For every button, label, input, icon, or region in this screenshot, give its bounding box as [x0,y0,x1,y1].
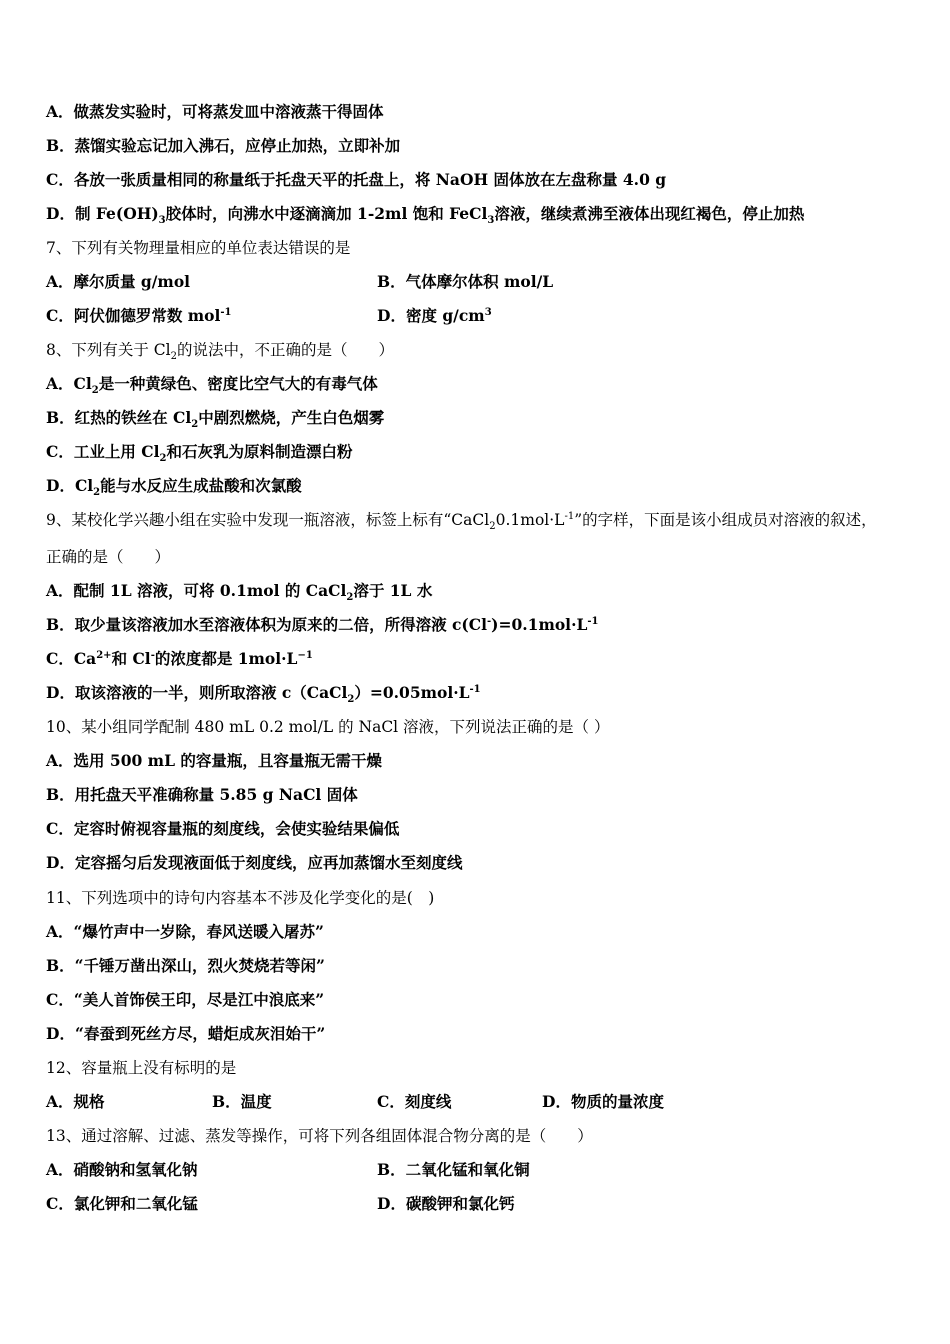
q7-option-a: A．摩尔质量 g/mol [46,272,191,291]
q12-option-a: A．规格 [46,1092,105,1111]
q6-option-a: A．做蒸发实验时，可将蒸发皿中溶液蒸干得固体 [46,102,384,121]
q13-option-c: C．氯化钾和二氧化锰 [46,1194,198,1213]
q12-option-c: C．刻度线 [377,1092,452,1111]
q11-option-d: D．“春蚕到死丝方尽，蜡炬成灰泪始干” [46,1024,326,1043]
q10-option-a: A．选用 500 mL 的容量瓶，且容量瓶无需干燥 [46,751,382,770]
q10-option-d: D．定容摇匀后发现液面低于刻度线，应再加蒸馏水至刻度线 [46,853,463,872]
q12-option-b: B．温度 [212,1092,272,1111]
q6-option-d: D．制 $Fe(OH)_3$胶体时，向沸水中逐滴滴加 1-2ml 饱和 FeCl$_3$溶液，继续煮沸至液体出现红褐色，停止加热 [46,204,805,227]
q10-option-c: C．定容时俯视容量瓶的刻度线，会使实验结果偏低 [46,819,400,838]
q13-option-d: D．碳酸钾和氯化钙 [377,1194,515,1213]
q12-option-d: D．物质的量浓度 [542,1092,664,1111]
q8-option-a: A．$Cl_2$是一种黄绿色、密度比空气大的有毒气体 [46,374,378,397]
q11-stem: 11、下列选项中的诗句内容基本不涉及化学变化的是( ) [46,889,435,907]
q10-stem: 10、某小组同学配制 480 mL 0.2 mol/L 的 NaCl 溶液，下列说法正确的是（ ） [46,718,610,736]
q13-stem: 13、通过溶解、过滤、蒸发等操作，可将下列各组固体混合物分离的是（ ） [46,1127,593,1145]
q11-option-b: B．“千锤万凿出深山，烈火焚烧若等闲” [46,956,325,975]
q7-stem: 7、下列有关物理量相应的单位表达错误的是 [46,239,351,257]
q8-stem: 8、下列有关于 $Cl_2$的说法中，不正确的是（ ） [46,341,394,363]
q6-option-b: B．蒸馏实验忘记加入沸石，应停止加热，立即补加 [46,136,401,155]
q7-option-c: C．阿伏伽德罗常数 mol$^{-1}$ [46,306,232,325]
q7-option-b: B．气体摩尔体积 mol/L [377,272,554,291]
q8-option-c: C．工业上用 $Cl_2$和石灰乳为原料制造漂白粉 [46,442,353,465]
q8-option-d: D．$Cl_2$能与水反应生成盐酸和次氯酸 [46,476,302,499]
q13-option-a: A．硝酸钠和氢氧化钠 [46,1160,198,1179]
q9-option-a: A．配制 1L 溶液，可将 0.1mol 的 CaCl$_2$溶于 1L 水 [46,581,433,604]
q9-stem: 9、某校化学兴趣小组在实验中发现一瓶溶液，标签上标有“$CaCl_20.1mol\cdot L^{-1}$”的字样，下面是该小组成员对溶液的叙述， [46,510,877,533]
q13-option-b: B．二氧化锰和氧化铜 [377,1160,530,1179]
q9-option-c: C．$Ca^{2+}$和 Cl-的浓度都是 $1mol\cdot L^{-1}$ [46,649,313,668]
q7-option-d: D．密度 $g/cm^3$ [377,306,492,325]
q11-option-a: A．“爆竹声中一岁除，春风送暖入屠苏” [46,922,324,941]
q11-option-c: C．“美人首饰侯王印，尽是江中浪底来” [46,990,325,1009]
q9-option-b: B．取少量该溶液加水至溶液体积为原来的二倍，所得溶液 $c(Cl^-)=0.1mol\cdot L^{-1}$ [46,615,599,634]
q8-option-b: B．红热的铁丝在 $Cl_2$中剧烈燃烧，产生白色烟雾 [46,408,385,431]
q10-option-b: B．用托盘天平准确称量 5.85 g NaCl 固体 [46,785,358,804]
q6-option-c: C．各放一张质量相同的称量纸于托盘天平的托盘上，将 NaOH 固体放在左盘称量 4.0 g [46,170,667,189]
q9-stem-line2: 正确的是（ ） [46,548,171,566]
q12-stem: 12、容量瓶上没有标明的是 [46,1059,237,1077]
q9-option-d: D．取该溶液的一半，则所取溶液 $c(CaCl_2)=0.05mol\cdot L^{-1}$ [46,683,481,706]
